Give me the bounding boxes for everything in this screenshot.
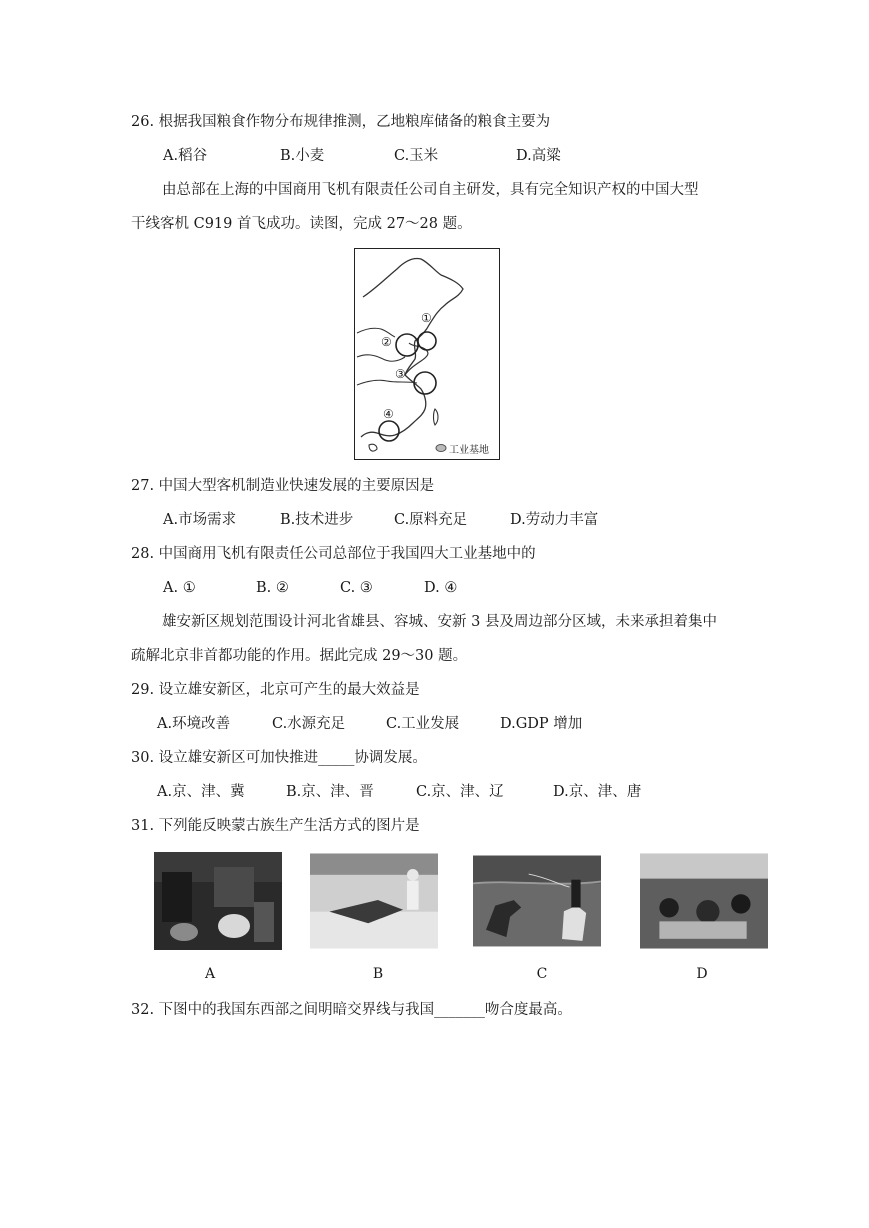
map-label-2: ② [381,335,392,349]
intro29-line2: 疏解北京非首都功能的作用。据此完成 29～30 题。 [131,648,468,664]
q30-option-c: C.京、津、辽 [416,784,504,800]
map-label-3: ③ [395,367,406,381]
q29-option-a: A.环境改善 [157,716,231,732]
q30-option-a: A.京、津、冀 [157,784,245,800]
photo-d-image [640,852,768,950]
q29-option-c: C.工业发展 [386,716,460,732]
q30-stem: 30. 设立雄安新区可加快推进_____协调发展。 [131,750,427,766]
china-coast-map-drawing [355,249,498,458]
intro29-line1: 雄安新区规划范围设计河北省雄县、容城、安新 3 县及周边部分区域，未来承担着集中 [162,614,717,630]
q26-option-c: C.玉米 [394,148,439,164]
q31-stem: 31. 下列能反映蒙古族生产生活方式的图片是 [131,818,420,834]
intro27-line1: 由总部在上海的中国商用飞机有限责任公司自主研发，具有完全知识产权的中国大型 [162,182,699,198]
map-legend: 工业基地 [449,445,489,456]
base-circle-4 [379,421,399,441]
q28-option-a: A. ① [163,580,196,596]
q28-option-d: D. ④ [424,580,458,596]
q30-option-d: D.京、津、唐 [553,784,642,800]
q28-option-c: C. ③ [340,580,373,596]
q32-stem: 32. 下图中的我国东西部之间明暗交界线与我国_______吻合度最高。 [131,1002,572,1018]
q29-stem: 29. 设立雄安新区，北京可产生的最大效益是 [131,682,420,698]
photo-b-image [310,852,438,950]
q28-stem: 28. 中国商用飞机有限责任公司总部位于我国四大工业基地中的 [131,546,536,562]
q29-option-d: D.GDP 增加 [500,716,583,732]
industrial-base-map [354,248,500,460]
base-circle-3 [414,372,436,394]
q27-option-a: A.市场需求 [163,512,237,528]
q30-option-b: B.京、津、晋 [286,784,374,800]
q26-option-a: A.稻谷 [163,148,208,164]
base-circle-1 [418,332,436,350]
photo-c-image [473,852,601,950]
photo-a-image [154,852,282,950]
photo-d-caption: D [696,966,708,982]
q26-option-d: D.高粱 [516,148,561,164]
q26-option-b: B.小麦 [280,148,325,164]
q28-option-b: B. ② [256,580,289,596]
map-label-4: ④ [383,407,394,421]
intro27-line2: 干线客机 C919 首飞成功。读图，完成 27～28 题。 [131,216,472,232]
q29-option-b: C.水源充足 [272,716,346,732]
q27-option-d: D.劳动力丰富 [510,512,599,528]
q27-stem: 27. 中国大型客机制造业快速发展的主要原因是 [131,478,435,494]
q27-option-c: C.原料充足 [394,512,468,528]
photo-c-caption: C [536,966,548,982]
map-label-1: ① [421,311,432,325]
photo-a-caption: A [204,966,216,982]
photo-b-caption: B [372,966,384,982]
q26-stem: 26. 根据我国粮食作物分布规律推测，乙地粮库储备的粮食主要为 [131,114,551,130]
q27-option-b: B.技术进步 [280,512,354,528]
